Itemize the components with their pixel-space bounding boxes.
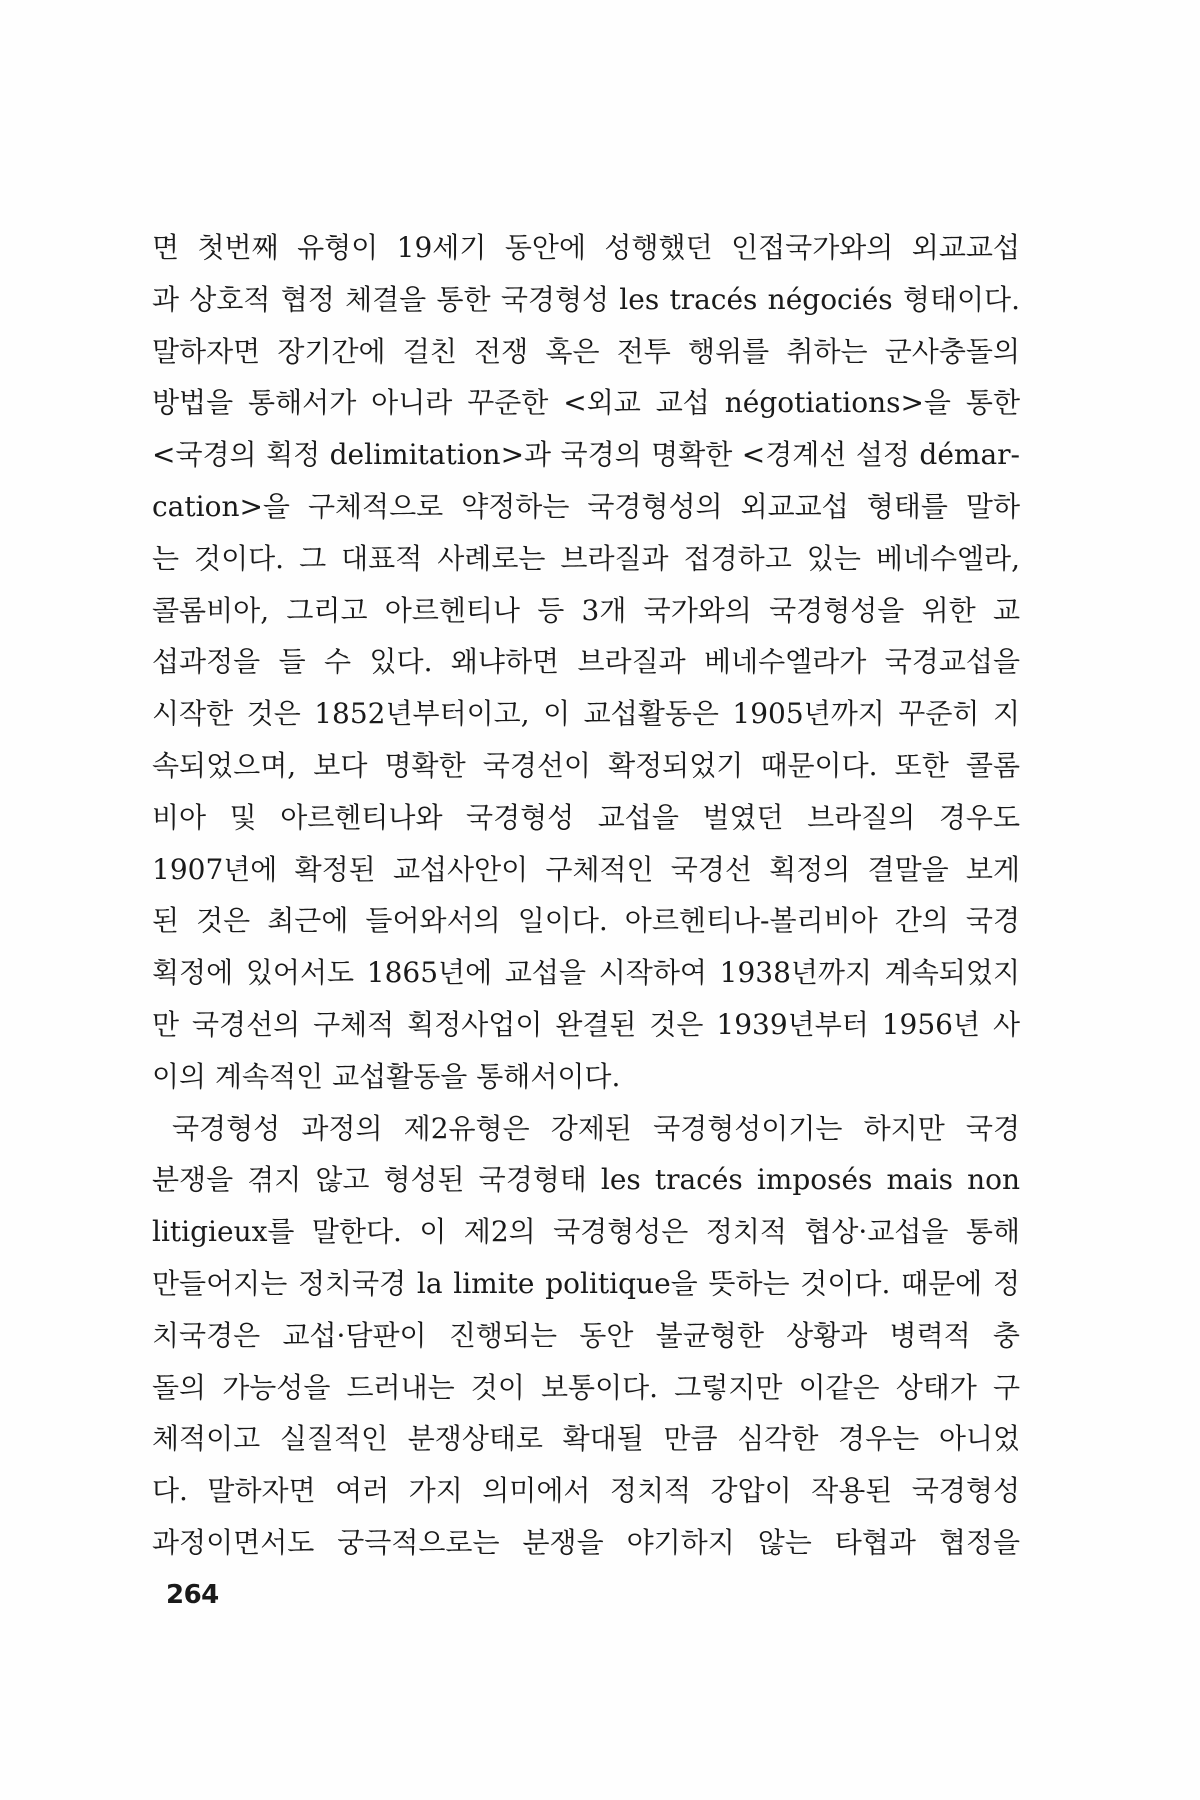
- text-line: 체적이고 실질적인 분쟁상태로 확대될 만큼 심각한 경우는 아니었: [152, 1422, 1020, 1456]
- text-line: 돌의 가능성을 드러내는 것이 보통이다. 그렇지만 이같은 상태가 구: [152, 1370, 1020, 1404]
- text-line: cation>을 구체적으로 약정하는 국경형성의 외교교섭 형태를 말하: [152, 489, 1020, 523]
- text-line: 분쟁을 겪지 않고 형성된 국경형태 les tracés imposés mais non: [152, 1163, 1020, 1197]
- text-line: 만 국경선의 구체적 획정사업이 완결된 것은 1939년부터 1956년 사: [152, 1007, 1020, 1041]
- text-line: 획정에 있어서도 1865년에 교섭을 시작하여 1938년까지 계속되었지: [152, 956, 1020, 990]
- text-line: 면 첫번째 유형이 19세기 동안에 성행했던 인접국가와의 외교교섭: [152, 231, 1020, 264]
- text-line: 다. 말하자면 여러 가지 의미에서 정치적 강압이 작용된 국경형성: [152, 1474, 1020, 1508]
- text-line: litigieux를 말한다. 이 제2의 국경형성은 정치적 협상·교섭을 통해: [152, 1215, 1020, 1249]
- paragraph-1: [152, 222, 1020, 1103]
- text-line: 속되었으며, 보다 명확한 국경선이 확정되었기 때문이다. 또한 콜롬: [152, 748, 1020, 782]
- text-line: 과정이면서도 궁극적으로는 분쟁을 야기하지 않는 타협과 협정을: [152, 1525, 1020, 1559]
- text-line: 이의 계속적인 교섭활동을 통해서이다.: [152, 1059, 621, 1093]
- text-line: 치국경은 교섭·담판이 진행되는 동안 불균형한 상황과 병력적 충: [152, 1318, 1020, 1352]
- page-number: 264: [166, 1580, 219, 1610]
- text-line: 콜롬비아, 그리고 아르헨티나 등 3개 국가와의 국경형성을 위한 교: [152, 593, 1020, 627]
- text-line: 만들어지는 정치국경 la limite politique을 뜻하는 것이다. 때문에 정: [152, 1266, 1020, 1300]
- text-line: 국경형성 과정의 제2유형은 강제된 국경형성이기는 하지만 국경: [172, 1111, 1020, 1145]
- text-line: 말하자면 장기간에 걸친 전쟁 혹은 전투 행위를 취하는 군사충돌의: [152, 334, 1020, 368]
- text-line: 1907년에 확정된 교섭사안이 구체적인 국경선 획정의 결말을 보게: [152, 852, 1020, 886]
- text-line: 방법을 통해서가 아니라 꾸준한 <외교 교섭 négotiations>을 통한: [152, 386, 1020, 420]
- text-line: <국경의 획정 delimitation>과 국경의 명확한 <경계선 설정 démar-: [152, 438, 1020, 472]
- text-line: 시작한 것은 1852년부터이고, 이 교섭활동은 1905년까지 꾸준히 지: [152, 697, 1020, 731]
- text-line: 된 것은 최근에 들어와서의 일이다. 아르헨티나-볼리비아 간의 국경: [152, 904, 1020, 938]
- paragraph-2: [152, 1103, 1020, 1569]
- text-line: 섭과정을 들 수 있다. 왜냐하면 브라질과 베네수엘라가 국경교섭을: [152, 645, 1020, 679]
- text-line: 비아 및 아르헨티나와 국경형성 교섭을 벌였던 브라질의 경우도: [152, 800, 1020, 834]
- text-line: 과 상호적 협정 체결을 통한 국경형성 les tracés négociés 형태이다.: [152, 282, 1020, 316]
- text-line: 는 것이다. 그 대표적 사례로는 브라질과 접경하고 있는 베네수엘라,: [152, 541, 1020, 575]
- body-text: [152, 222, 1020, 1569]
